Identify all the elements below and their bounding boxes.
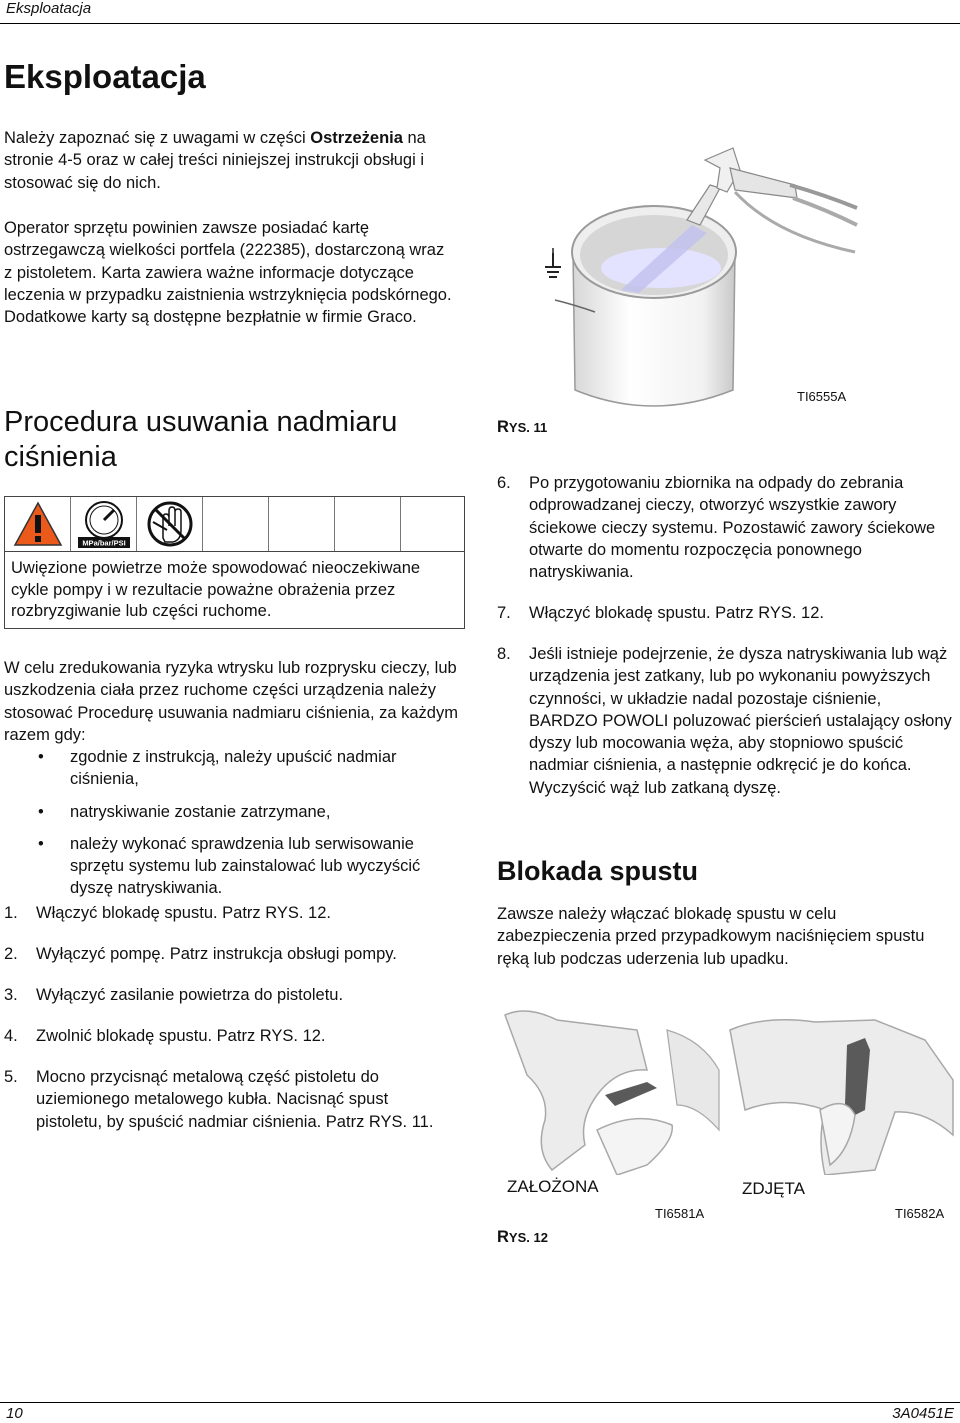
bullet-text: należy wykonać sprawdzenia lub serwisowanie sprzętu systemu lub zainstalować lub wyczyścić dyszę natryskiwania. <box>70 834 421 898</box>
section-heading-trigger-lock: Blokada spustu <box>497 856 699 886</box>
figure12-label <box>497 1228 548 1247</box>
step-text: Wyłączyć zasilanie powietrza do pistoletu. <box>36 986 344 1004</box>
intro-paragraph-2: Operator sprzętu powinien zawsze posiadać kartę ostrzegawczą wielkości portfela (222385), dostarczoną wraz z pistoletem. Karta zawiera ważne informacje dotyczące leczenia w przypadku zaistnienia wstrzyknięcia podskórnego. Dodatkowe karty są dostępne bezpłatnie w firmie Graco. <box>4 219 452 327</box>
step-number: 7. <box>497 604 511 622</box>
figure11-label <box>497 418 547 437</box>
step-text: Włączyć blokadę spustu. Patrz RYS. 12. <box>36 904 331 922</box>
trigger-lock-on-illustration <box>497 1010 722 1175</box>
figure11-code: TI6555A <box>797 389 847 404</box>
bucket-spray-illustration <box>535 140 860 415</box>
bullet-dot: • <box>38 748 44 766</box>
no-hand-icon <box>145 500 195 548</box>
warning-icon-row <box>5 497 464 552</box>
step-number: 6. <box>497 474 511 492</box>
step-text: Zwolnić blokadę spustu. Patrz RYS. 12. <box>36 1027 326 1045</box>
step-text: Wyłączyć pompę. Patrz instrukcja obsługi pompy. <box>36 945 397 963</box>
intro-p1-before: Należy zapoznać się z uwagami w części <box>4 129 311 147</box>
step-number: 3. <box>4 986 18 1004</box>
bullet-dot: • <box>38 802 44 821</box>
section-heading-line2: ciśnienia <box>4 441 117 473</box>
warning-triangle-cell <box>5 497 71 551</box>
step-number: 1. <box>4 904 18 922</box>
pressure-gauge-text: MPa/bar/PSI <box>81 538 126 548</box>
step-text: Jeśli istnieje podejrzenie, że dysza natryskiwania lub wąż urządzenia jest zatkany, lub po wykonaniu powyższych czynności, w układzie nadal pozostaje ciśnienie, BARDZO POWOLI poluzować pierścień ustalający osłony dyszy lub mocowania węża, aby stopniowo spuścić nadmiar ciśnienia, a następnie odkręcić je do końca. Wyczyścić wąż lub zatkaną dyszę. <box>529 645 952 797</box>
step-text: Włączyć blokadę spustu. Patrz RYS. 12. <box>529 604 824 622</box>
footer-rule <box>0 1402 960 1403</box>
pressure-gauge-icon <box>76 499 132 549</box>
step-number: 8. <box>497 645 511 663</box>
bullet-text: natryskiwanie zostanie zatrzymane, <box>70 802 331 821</box>
figure12-label-ys: YS. 12 <box>508 1230 548 1245</box>
step-number: 5. <box>4 1068 18 1086</box>
figure12-code-right: TI6582A <box>895 1206 945 1221</box>
empty-cell-1 <box>203 497 269 551</box>
intro-paragraph-1 <box>4 127 456 194</box>
figure12-caption-right: ZDJĘTA <box>742 1179 805 1198</box>
section-heading-line1: Procedura usuwania nadmiaru <box>4 406 398 438</box>
bullet-dot: • <box>38 834 44 853</box>
no-hand-cell <box>137 497 203 551</box>
pressure-gauge-cell <box>71 497 137 551</box>
bullet-item <box>4 833 464 900</box>
empty-cell-3 <box>335 497 401 551</box>
trigger-lock-paragraph: Zawsze należy włączać blokadę spustu w celu zabezpieczenia przed przypadkowym naciśnięciem spustu ręką lub podczas uderzenia lub upadku. <box>497 905 925 968</box>
warning-text: Uwięzione powietrze może spowodować nieoczekiwane cykle pompy i w rezultacie poważne obrażenia przez rozbryzgiwanie lub części ruchome. <box>11 559 421 620</box>
intro-p1-after: na stronie 4-5 oraz w całej treści niniejszej instrukcji obsługi i stosować się do nich. <box>4 129 426 192</box>
page-number: 10 <box>6 1405 23 1422</box>
trigger-lock-off-illustration <box>725 1010 955 1175</box>
figure11-label-ys: YS. 11 <box>508 420 548 435</box>
bullet-text: zgodnie z instrukcją, należy upuścić nadmiar ciśnienia, <box>70 748 397 789</box>
document-code: 3A0451E <box>892 1405 954 1422</box>
figure12-caption-left: ZAŁOŻONA <box>507 1177 599 1196</box>
warning-triangle-icon <box>13 501 63 547</box>
intro-p1-bold: Ostrzeżenia <box>310 129 403 147</box>
bullet-item <box>4 801 464 823</box>
empty-cell-4 <box>401 497 464 551</box>
bullet-item <box>4 746 464 791</box>
empty-cell-2 <box>269 497 335 551</box>
warning-box <box>4 496 465 629</box>
header-rule <box>0 23 960 24</box>
step-number: 2. <box>4 945 18 963</box>
step-text: Po przygotowaniu zbiornika na odpady do zebrania odprowadzanej cieczy, otworzyć wszystkie zawory ściekowe cieczy systemu. Pozostawić zawory ściekowe otwarte do momentu rozpoczęcia ponownego natryskiwania. <box>529 474 936 582</box>
step-number: 4. <box>4 1027 18 1045</box>
figure12-label-r: R <box>497 1228 509 1246</box>
figure12-code-left: TI6581A <box>655 1206 705 1221</box>
pressure-body-paragraph: W celu zredukowania ryzyka wtrysku lub rozprysku cieczy, lub uszkodzenia ciała przez ruchome części urządzenia należy stosować Procedurę usuwania nadmiaru ciśnienia, za każdym razem gdy: <box>4 659 458 744</box>
step-text: Mocno przycisnąć metalową część pistoletu do uziemionego metalowego kubła. Nacisnąć spust pistoletu, by spuścić nadmiar ciśnienia. Patrz RYS. 11. <box>36 1068 434 1131</box>
section-heading-pressure-relief <box>4 405 474 475</box>
running-header: Eksploatacja <box>6 0 92 17</box>
figure11-label-r: R <box>497 418 509 436</box>
page-title: Eksploatacja <box>4 58 206 95</box>
bullet-list <box>4 746 464 910</box>
